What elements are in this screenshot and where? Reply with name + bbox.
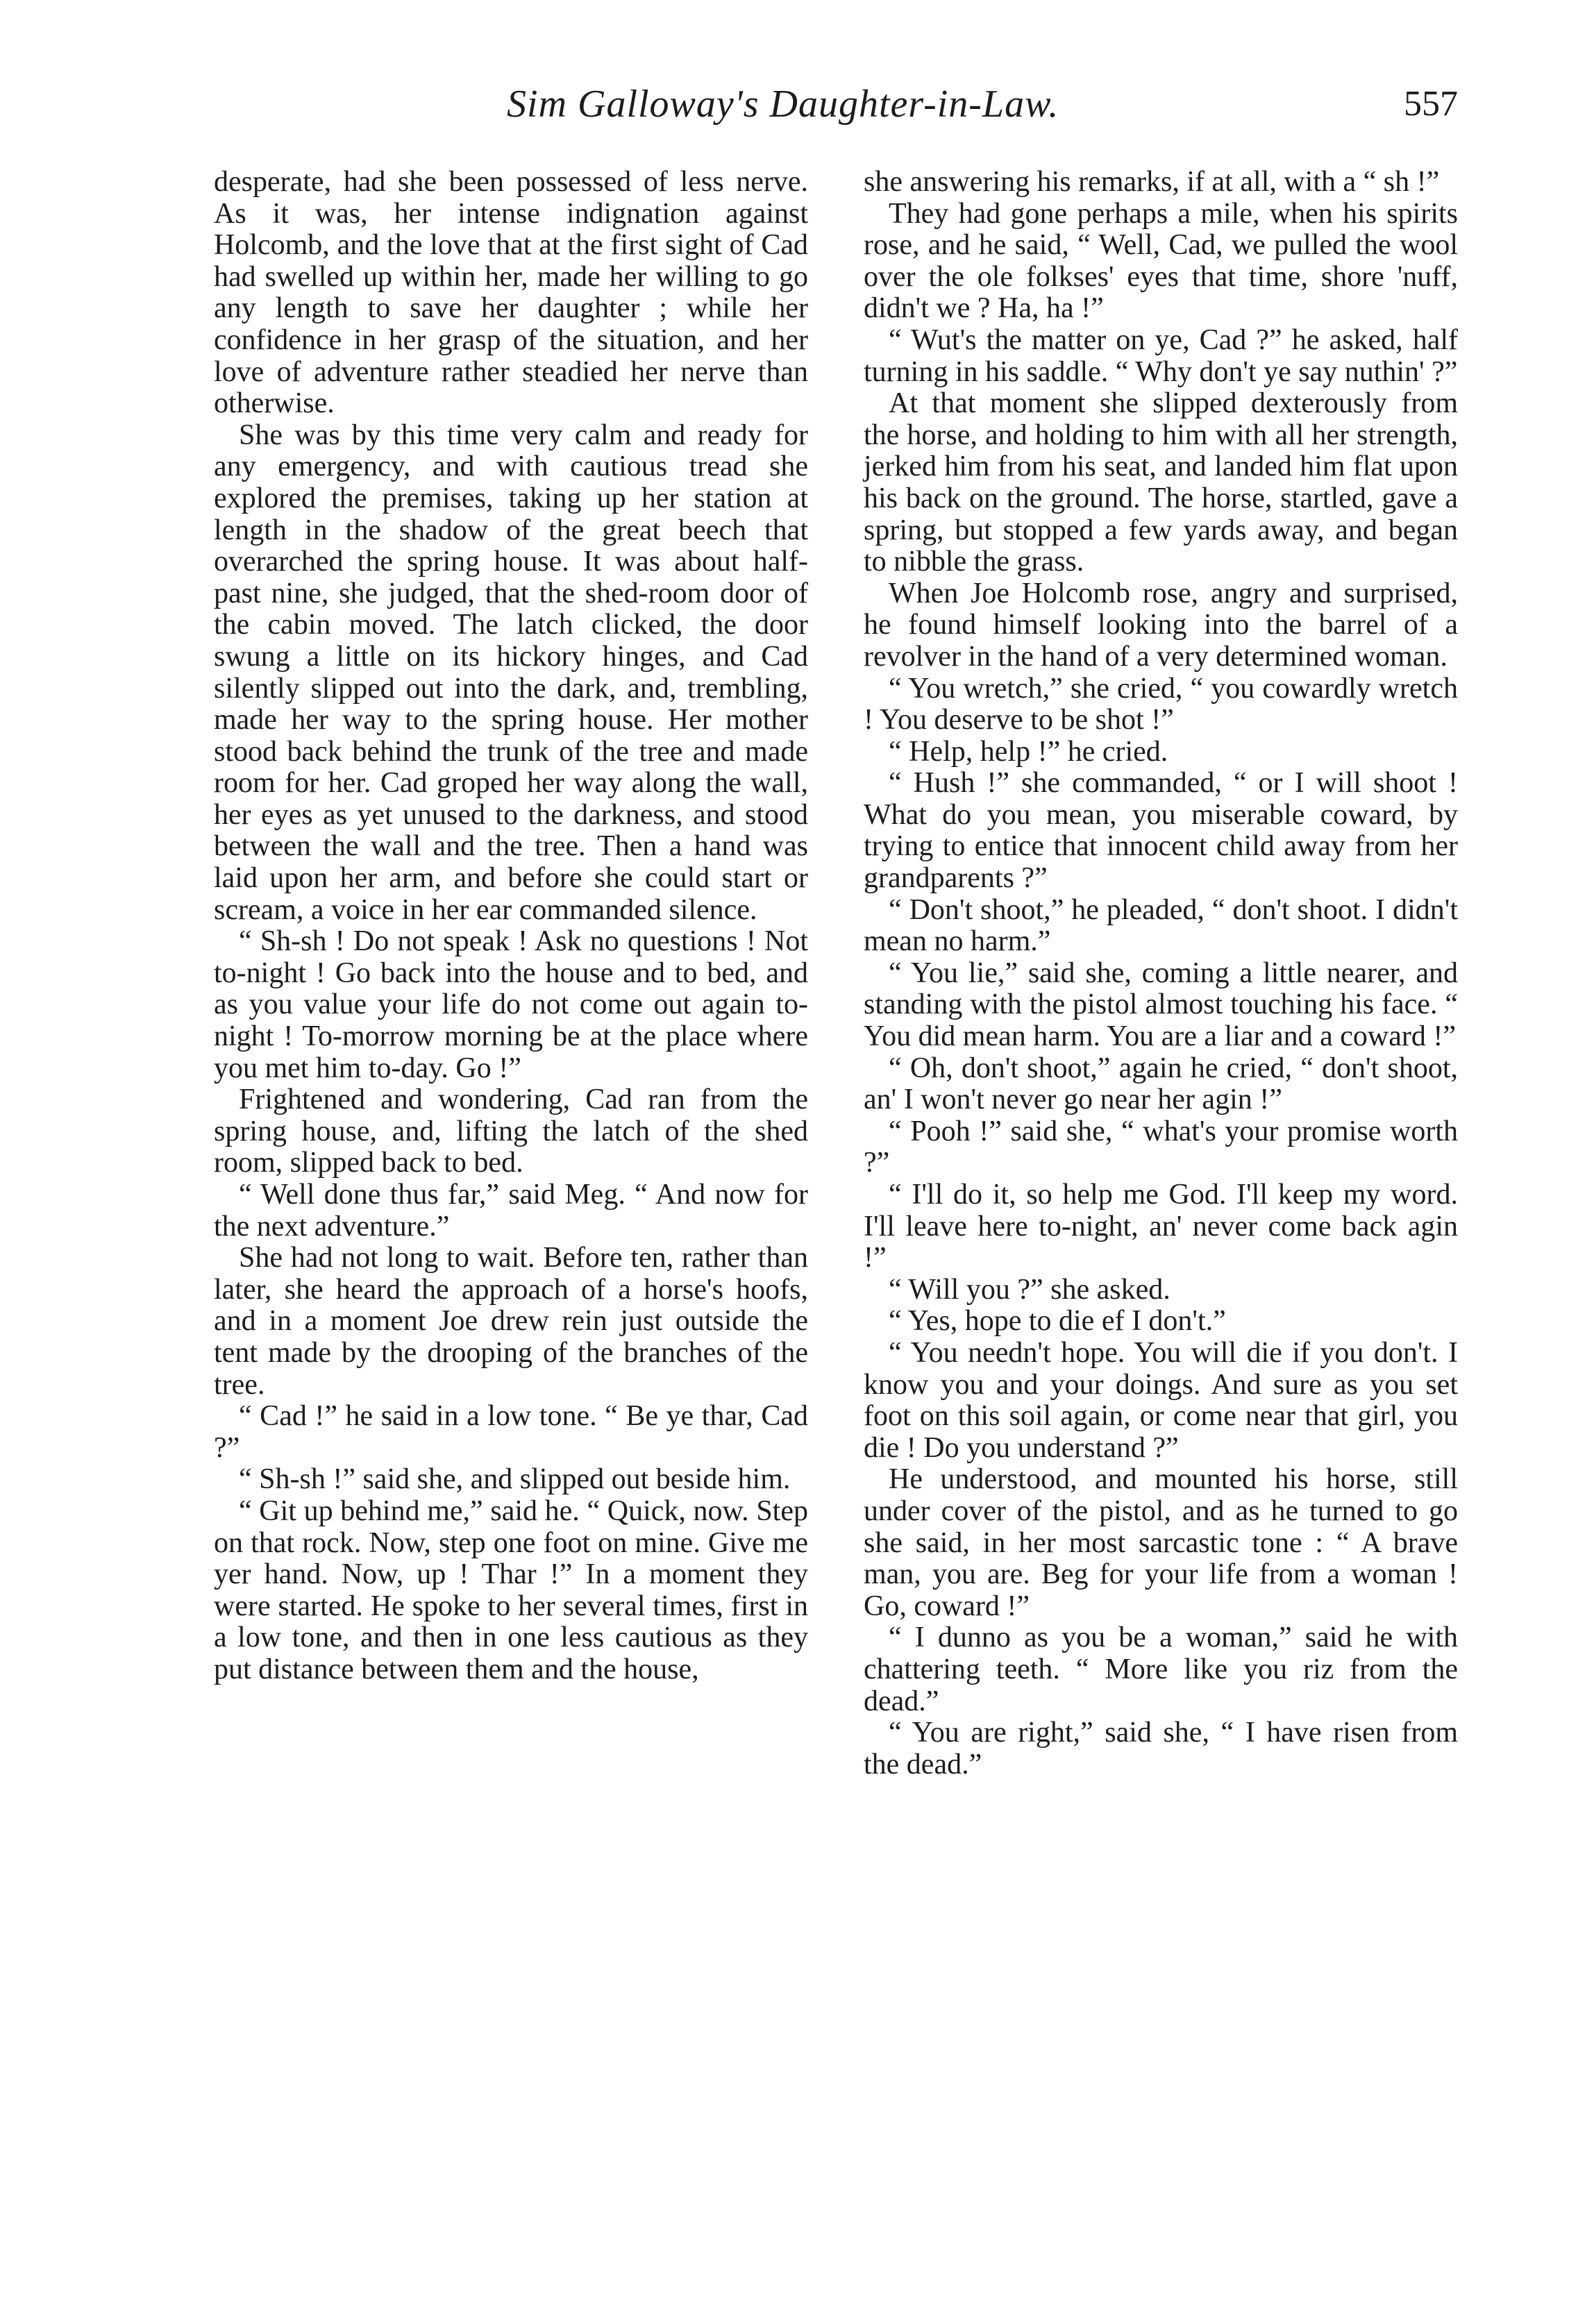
paragraph: “ Don't shoot,” he pleaded, “ don't shoot. I didn't mean no harm.” <box>864 893 1458 958</box>
paragraph: “ Will you ?” she asked. <box>889 1273 1171 1306</box>
paragraph: “ Sh-sh !” said she, and slipped out beside him. <box>239 1463 791 1496</box>
running-title: Sim Galloway's Daughter-in-Law. <box>507 83 1059 126</box>
paragraph: He understood, and mounted his horse, still under cover of the pistol, and as he turned to go she said, in her most sarcastic tone : “ A brave man, you are. Beg for your life from a woman ! Go, coward !” <box>864 1463 1458 1622</box>
paragraph: Frightened and wondering, Cad ran from the spring house, and, lifting the latch of the shed room, slipped back to bed. <box>214 1084 808 1179</box>
page-number: 557 <box>1404 84 1458 124</box>
paragraph: “ Help, help !” he cried. <box>889 735 1168 768</box>
paragraph: “ Oh, don't shoot,” again he cried, “ don't shoot, an' I won't never go near her agin !” <box>864 1052 1458 1116</box>
paragraph: “ Yes, hope to die ef I don't.” <box>889 1305 1226 1338</box>
paragraph: “ I'll do it, so help me God. I'll keep my word. I'll leave here to-night, an' never come back agin !” <box>864 1179 1458 1274</box>
paragraph: she answering his remarks, if at all, with a “ sh !” <box>864 166 1440 198</box>
paragraph: They had gone perhaps a mile, when his spirits rose, and he said, “ Well, Cad, we pulled the wool over the ole folkses' eyes that time, shore 'nuff, didn't we ? Ha, ha !” <box>864 197 1458 325</box>
right-column <box>864 167 1458 1780</box>
paragraph: “ Well done thus far,” said Meg. “ And now for the next adventure.” <box>214 1179 808 1243</box>
paragraph: “ Wut's the matter on ye, Cad ?” he asked, half turning in his saddle. “ Why don't ye say nuthin' ?” <box>864 323 1458 388</box>
paragraph: When Joe Holcomb rose, angry and surprised, he found himself looking into the barrel of a revolver in the hand of a very determined woman. <box>864 577 1458 673</box>
paragraph: desperate, had she been possessed of less nerve. As it was, her intense indignation against Holcomb, and the love that at the first sight of Cad had swelled up within her, made her willing to go any length to save her daughter ; while her confidence in her grasp of the situation, and her love of adventure rather steadied her nerve than otherwise. <box>214 166 808 420</box>
paragraph: She had not long to wait. Before ten, rather than later, she heard the approach of a horse's hoofs, and in a moment Joe drew rein just outside the tent made by the drooping of the branches of the tree. <box>214 1242 808 1401</box>
paragraph: “ You are right,” said she, “ I have risen from the dead.” <box>864 1717 1458 1780</box>
paragraph: She was by this time very calm and ready for any emergency, and with cautious tread she explored the premises, taking up her station at length in the shadow of the great beech that overarched the spring house. It was about half-past nine, she judged, that the shed-room door of the cabin moved. The latch clicked, the door swung a little on its hickory hinges, and Cad silently slipped out into the dark, and, trembling, made her way to the spring house. Her mother stood back behind the trunk of the tree and made room for her. Cad groped her way along the wall, her eyes as yet unused to the darkness, and stood between the wall and the tree. Then a hand was laid upon her arm, and before she could start or scream, a voice in her ear commanded silence. <box>214 419 808 926</box>
left-column <box>214 167 808 1686</box>
paragraph: “ You wretch,” she cried, “ you cowardly wretch ! You deserve to be shot !” <box>864 672 1458 736</box>
paragraph: “ Pooh !” said she, “ what's your promise worth ?” <box>864 1115 1458 1179</box>
paragraph: At that moment she slipped dexterously from the horse, and holding to him with all her strength, jerked him from his seat, and landed him flat upon his back on the ground. The horse, startled, gave a spring, but stopped a few yards away, and began to nibble the grass. <box>864 387 1458 578</box>
paragraph: “ You needn't hope. You will die if you don't. I know you and your doings. And sure as you set foot on this soil again, or come near that girl, you die ! Do you understand ?” <box>864 1336 1458 1464</box>
running-header <box>208 82 1458 137</box>
paragraph: “ Hush !” she commanded, “ or I will shoot ! What do you mean, you miserable coward, by trying to entice that innocent child away from her grandparents ?” <box>864 767 1458 895</box>
paragraph: “ You lie,” said she, coming a little nearer, and standing with the pistol almost touching his face. “ You did mean harm. You are a liar and a coward !” <box>864 957 1458 1053</box>
paragraph: “ I dunno as you be a woman,” said he with chattering teeth. “ More like you riz from the dead.” <box>864 1622 1458 1717</box>
paragraph: “ Cad !” he said in a low tone. “ Be ye thar, Cad ?” <box>214 1400 808 1464</box>
paragraph: “ Git up behind me,” said he. “ Quick, now. Step on that rock. Now, step one foot on mine. Give me yer hand. Now, up ! Thar !” In a moment they were started. He spoke to her several times, first in a low tone, and then in one less cautious as they put distance between them and the house, <box>214 1494 808 1685</box>
paragraph: “ Sh-sh ! Do not speak ! Ask no questions ! Not to-night ! Go back into the house and to bed, and as you value your life do not come out again to-night ! To-morrow morning be at the place where you met him to-day. Go !” <box>214 925 808 1084</box>
